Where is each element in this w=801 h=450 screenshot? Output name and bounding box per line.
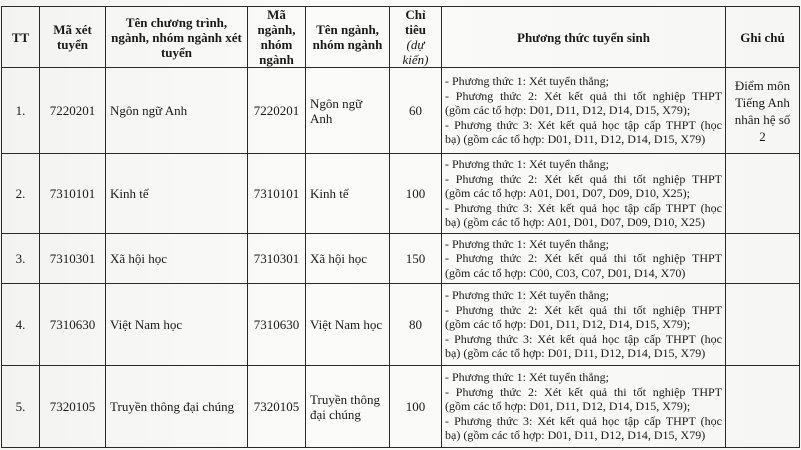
cell-tt: 4.	[2, 284, 40, 366]
table-row	[2, 68, 800, 154]
cell-ten-chuong-trinh: Ngôn ngữ Anh	[106, 68, 248, 154]
method-line: (gồm các tổ hợp: D01, D11, D12, D14, D15, X79);	[445, 399, 691, 414]
cell-ghi-chu	[726, 284, 800, 366]
cell-ghi-chu	[726, 234, 800, 284]
method-line: (gồm các tổ hợp: D01, D11, D12, D14, D15, X79);	[445, 103, 691, 118]
method-line: - Phương thức 3: Xét kết quả học tập cấp THPT (học	[445, 200, 722, 215]
table-row	[2, 366, 800, 448]
method-line: - Phương thức 3: Xét kết quả học tập cấp THPT (học	[445, 117, 722, 132]
method-line: - Phương thức 1: Xét tuyển thẳng;	[445, 370, 609, 385]
cell-ten-nganh: Truyền thông đại chúng	[306, 366, 390, 448]
header-ma-nganh: Mã ngành, nhóm ngành	[248, 7, 306, 68]
cell-ten-chuong-trinh: Kinh tế	[106, 154, 248, 234]
cell-phuong-thuc	[442, 284, 726, 366]
cell-ten-chuong-trinh: Xã hội học	[106, 234, 248, 284]
cell-ghi-chu: Điểm môn Tiếng Anh nhân hệ số 2	[726, 68, 800, 154]
cell-chi-tieu: 150	[390, 234, 442, 284]
cell-ten-chuong-trinh: Truyền thông đại chúng	[106, 366, 248, 448]
cell-tt: 3.	[2, 234, 40, 284]
method-line: - Phương thức 1: Xét tuyển thẳng;	[445, 236, 609, 251]
header-ghi-chu: Ghi chú	[726, 7, 800, 68]
method-line: - Phương thức 1: Xét tuyển thẳng;	[445, 157, 609, 172]
method-line: (gồm các tổ hợp: D01, D11, D12, D14, D15, X79);	[445, 317, 691, 332]
method-line: bạ) (gồm các tổ hợp: A01, D01, D07, D09, D10, X25)	[445, 215, 705, 230]
method-line: - Phương thức 2: Xét kết quả thi tốt nghiệp THPT	[445, 251, 722, 266]
admission-table	[1, 6, 800, 448]
cell-ma-xet-tuyen: 7220201	[40, 68, 106, 154]
cell-ten-nganh: Xã hội học	[306, 234, 390, 284]
method-line: (gồm các tổ hợp: C00, C03, C07, D01, D14, X70)	[445, 265, 686, 280]
cell-ten-chuong-trinh: Việt Nam học	[106, 284, 248, 366]
method-line: - Phương thức 2: Xét kết quả thi tốt nghiệp THPT	[445, 302, 722, 317]
cell-ten-nganh: Kinh tế	[306, 154, 390, 234]
table-row	[2, 154, 800, 234]
table-row	[2, 234, 800, 284]
cell-ghi-chu	[726, 366, 800, 448]
method-line: - Phương thức 2: Xét kết quả thi tốt nghiệp THPT	[445, 171, 722, 186]
cell-ma-xet-tuyen: 7310630	[40, 284, 106, 366]
cell-ten-nganh: Ngôn ngữ Anh	[306, 68, 390, 154]
method-line: - Phương thức 1: Xét tuyển thẳng;	[445, 288, 609, 303]
cell-chi-tieu: 100	[390, 366, 442, 448]
cell-ma-nganh: 7310301	[248, 234, 306, 284]
header-phuong-thuc: Phương thức tuyển sinh	[442, 7, 726, 68]
header-ten-chuong-trinh: Tên chương trình, ngành, nhóm ngành xét tuyển	[106, 7, 248, 68]
cell-ten-nganh: Việt Nam học	[306, 284, 390, 366]
cell-ghi-chu	[726, 154, 800, 234]
cell-phuong-thuc	[442, 68, 726, 154]
header-ten-nganh: Tên ngành, nhóm ngành	[306, 7, 390, 68]
cell-tt: 2.	[2, 154, 40, 234]
cell-chi-tieu: 100	[390, 154, 442, 234]
method-line: - Phương thức 2: Xét kết quả thi tốt nghiệp THPT	[445, 88, 722, 103]
cell-ma-xet-tuyen: 7310101	[40, 154, 106, 234]
method-line: bạ) (gồm các tổ hợp: D01, D11, D12, D14, D15, X79)	[445, 346, 706, 361]
cell-chi-tieu: 80	[390, 284, 442, 366]
cell-ma-xet-tuyen: 7310301	[40, 234, 106, 284]
cell-tt: 5.	[2, 366, 40, 448]
header-tt: TT	[2, 7, 40, 68]
header-chi-tieu-note: (dự kiến)	[402, 37, 429, 67]
cell-ma-nganh: 7220201	[248, 68, 306, 154]
table-row	[2, 284, 800, 366]
method-line: - Phương thức 3: Xét kết quả học tập cấp THPT (học	[445, 413, 722, 428]
method-line: - Phương thức 2: Xét kết quả thi tốt nghiệp THPT	[445, 384, 722, 399]
cell-phuong-thuc	[442, 154, 726, 234]
method-line: bạ) (gồm các tổ hợp: D01, D11, D12, D14, D15, X79)	[445, 132, 706, 147]
header-ma-xet-tuyen: Mã xét tuyển	[40, 7, 106, 68]
header-chi-tieu	[390, 7, 442, 68]
method-line: bạ) (gồm các tổ hợp: D01, D11, D12, D14, D15, X79)	[445, 428, 706, 443]
cell-chi-tieu: 60	[390, 68, 442, 154]
cell-phuong-thuc	[442, 366, 726, 448]
method-line: (gồm các tổ hợp: A01, D01, D07, D09, D10, X25);	[445, 186, 690, 201]
cell-phuong-thuc	[442, 234, 726, 284]
method-line: - Phương thức 3: Xét kết quả học tập cấp THPT (học	[445, 331, 722, 346]
cell-ma-nganh: 7320105	[248, 366, 306, 448]
cell-ma-nganh: 7310630	[248, 284, 306, 366]
header-chi-tieu-label: Chỉ tiêu	[405, 7, 426, 37]
header-row	[2, 7, 800, 68]
cell-ma-xet-tuyen: 7320105	[40, 366, 106, 448]
cell-ma-nganh: 7310101	[248, 154, 306, 234]
method-line: - Phương thức 1: Xét tuyển thẳng;	[445, 74, 609, 89]
cell-tt: 1.	[2, 68, 40, 154]
